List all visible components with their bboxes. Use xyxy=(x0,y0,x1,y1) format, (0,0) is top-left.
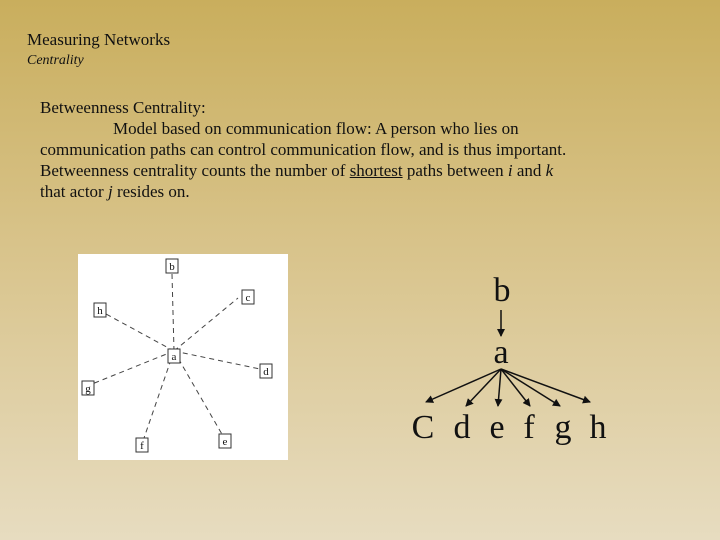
tree-leaf-f: f xyxy=(523,409,535,446)
tree-leaf-e: e xyxy=(489,409,505,446)
node-f-label: f xyxy=(140,440,144,452)
edge-a-f xyxy=(144,351,174,438)
slide-subtitle: Centrality xyxy=(27,53,84,68)
tree-leaf-h: h xyxy=(589,409,607,446)
var-j: j xyxy=(107,182,113,201)
line4-and: and xyxy=(512,161,546,180)
tree-edge-a-d xyxy=(466,369,501,406)
node-d-label: d xyxy=(263,366,269,378)
line4-pre: Betweenness centrality counts the number of xyxy=(40,161,350,180)
path-tree-svg xyxy=(400,268,620,448)
edge-a-b xyxy=(172,274,174,351)
tree-edge-a-c xyxy=(426,369,501,402)
body-text xyxy=(40,97,680,202)
star-graph-panel xyxy=(78,254,288,460)
tree-root-label: b xyxy=(493,272,511,309)
body-line-2: Model based on communication flow: A person who lies on xyxy=(113,119,519,138)
var-k: k xyxy=(545,161,554,180)
node-b-label: b xyxy=(169,261,175,273)
line5-pre: that actor xyxy=(40,182,108,201)
tree-leaf-g: g xyxy=(554,409,572,446)
body-line-4 xyxy=(40,160,680,181)
tree-edge-a-e xyxy=(498,369,501,406)
body-heading: Betweenness Centrality: xyxy=(40,98,206,117)
shortest-word: shortest xyxy=(349,161,403,180)
edge-a-h xyxy=(106,314,174,351)
slide-title: Measuring Networks xyxy=(27,30,171,49)
body-line-3: communication paths can control communication flow, and is thus important. xyxy=(40,140,567,159)
edge-a-e xyxy=(171,351,223,436)
line4-mid: paths between xyxy=(402,161,508,180)
star-graph xyxy=(78,254,288,460)
edge-a-c xyxy=(174,298,238,351)
node-a-label: a xyxy=(171,351,177,363)
var-i: i xyxy=(507,161,513,180)
path-tree xyxy=(400,268,620,448)
node-g-label: g xyxy=(85,383,91,395)
node-h-label: h xyxy=(97,305,103,317)
edge-a-d xyxy=(171,351,260,369)
edge-a-g xyxy=(92,351,174,384)
line5-post: resides on. xyxy=(112,182,190,201)
tree-leaf-c: C xyxy=(411,409,435,446)
tree-middle-label: a xyxy=(493,334,509,371)
body-line-5 xyxy=(40,181,680,202)
node-c-label: c xyxy=(245,292,251,304)
tree-leaf-d: d xyxy=(453,409,471,446)
node-e-label: e xyxy=(222,436,228,448)
